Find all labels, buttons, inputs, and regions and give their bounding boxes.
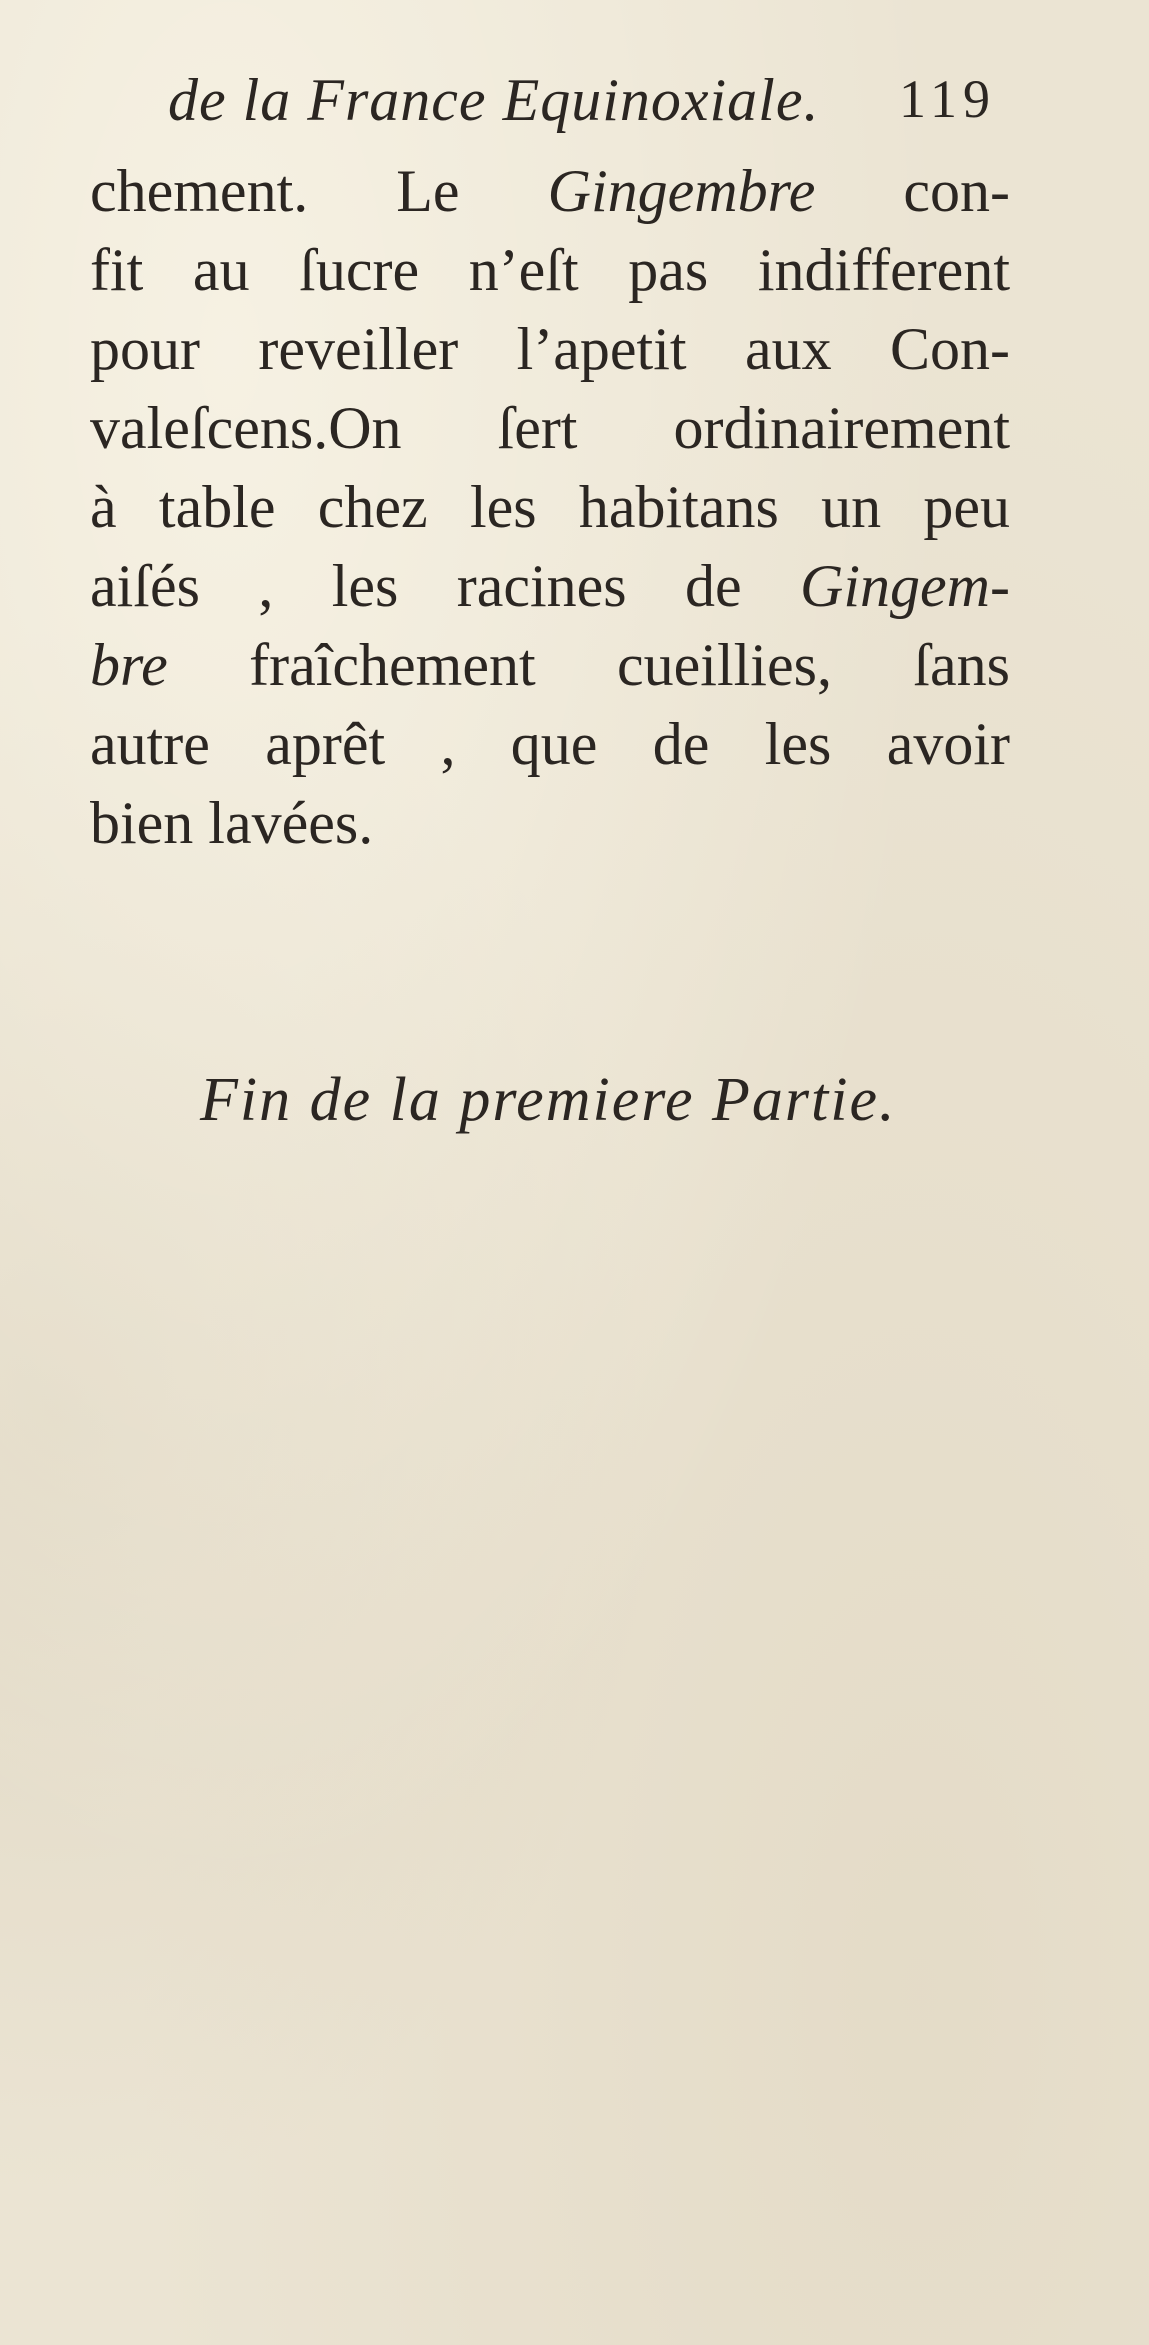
running-head xyxy=(168,62,1018,142)
text-line xyxy=(90,389,1010,468)
text-run: pour reveiller l’apetit aux Con- xyxy=(90,316,1010,382)
text-run: valeſcens.On ſert ordinairement xyxy=(90,395,1010,461)
body-paragraph xyxy=(90,152,1010,863)
text-line xyxy=(90,626,1010,705)
text-run: à table chez les habitans un peu xyxy=(90,474,1010,540)
text-line xyxy=(90,784,1010,863)
text-run: aiſés , les racines de xyxy=(90,553,801,619)
italic-term: Gingembre xyxy=(547,158,816,224)
page-number: 119 xyxy=(899,69,996,129)
text-line xyxy=(90,705,1010,784)
text-run: chement. Le xyxy=(90,158,548,224)
text-run: bien lavées. xyxy=(90,790,374,856)
text-run: fit au ſucre n’eſt pas indifferent xyxy=(90,237,1010,303)
italic-term: Gingem- xyxy=(800,553,1010,619)
text-line xyxy=(90,468,1010,547)
text-line xyxy=(90,231,1010,310)
text-line xyxy=(90,310,1010,389)
running-title: de la France Equinoxiale. xyxy=(168,67,820,133)
text-run: fraîchement cueillies, ſans xyxy=(167,632,1010,698)
text-run: con- xyxy=(815,158,1010,224)
italic-term: bre xyxy=(90,632,168,698)
text-run: autre aprêt , que de les avoir xyxy=(90,711,1010,777)
end-of-part-heading: Fin de la premiere Partie. xyxy=(200,1066,897,1134)
text-line xyxy=(90,547,1010,626)
text-line xyxy=(90,152,1010,231)
